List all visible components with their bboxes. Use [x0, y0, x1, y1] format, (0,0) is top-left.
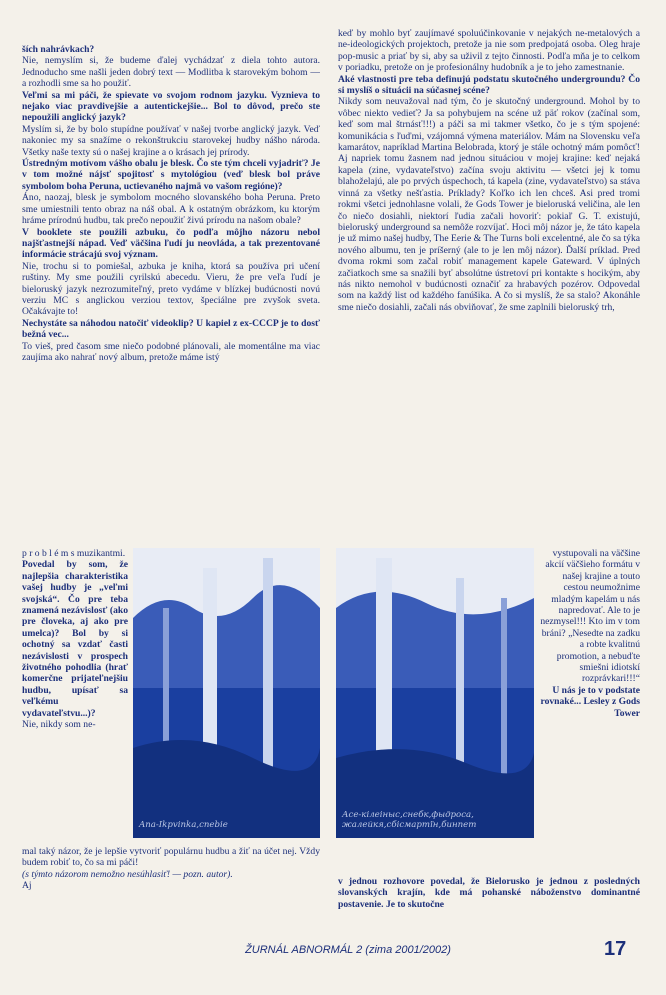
interview-question: Ústredným motívom vášho obalu je blesk. Čo ste tým chceli vyjadriť? Je v tom možné nájsť spojitosť s mytológiou (veď blesk bol práve symbolom boha Peruna, uctievaného najmä vo vašom regióne)?	[22, 158, 320, 192]
interview-answer: Áno, naozaj, blesk je symbolom mocného slovanského boha Peruna. Preto sme umiestnili tento obraz na náš obal. A k ostatným obrázkom, ku ktorým hráme prírodnú hudbu, tak prečo nepoužiť živú prírodu na našom obale?	[22, 192, 320, 227]
interview-answer: Myslím si, že by bolo stupídne používať v našej tvorbe anglický jazyk. Veď nakoniec my sa snažíme o rekonštrukciu starovekej hudby nášho národa. Všetky naše texty sú o našej krajine a o krásach jej prírody.	[22, 123, 320, 158]
right-column-text	[338, 28, 640, 558]
left-bottom-text	[22, 846, 320, 906]
editor-note: (s týmto názorom nemožno nesúhlasiť! — pozn. autor).	[22, 868, 233, 880]
left-column-text	[22, 44, 320, 544]
interview-answer: mal taký názor, že je lepšie vytvoriť populárnu hudbu a žiť na účet nej. Vždy budem robiť to, čo sa mi páči!	[22, 846, 320, 869]
interview-question: U nás je to v podstate rovnaké... Lesley z Gods Tower	[540, 684, 640, 719]
forest-image	[336, 548, 534, 838]
interview-question: ších nahrávkach?	[22, 44, 95, 55]
interview-answer: vystupovali na väčšine akcií väčšieho formátu v našej krajine a touto cestou neumožnime mladým kapelám u nás napredovať. Ale to je nezmysel!!! Kto im v tom bráni? „Nesedte na zadku a robte kvalitnú promotion, a nebuďte smiešni idiotskí rozprávkari!!!“	[540, 548, 640, 685]
magazine-footer: ŽURNÁL ABNORMÁL 2 (zima 2001/2002)	[245, 944, 451, 956]
photo-caption-right: Асе-кілеіныс,снебк,фыдроса, жалейкя,сбісмартїн,бинпет	[342, 810, 477, 830]
interview-answer: To vieš, pred časom sme niečo podobné plánovali, ale momentálne ma viac zaujíma ako nahrať nový album, pretože máme istý	[22, 340, 320, 363]
interview-question: Povedal by som, že najlepšia charakteristika vašej hudby je „veľmi svojská“. Čo pre teba znamená nezávislosť (ako pre človeka, aj ako pre umelca)? Bol by si ochotný sa vzdať časti nezávislosti v prospech životného pohodlia (hrať komerčne prijateľnejšiu hudbu, upísať sa veľkému vydavateľstvu...)?	[22, 559, 128, 719]
interview-answer: Nie, trochu si to pomiešal, azbuka je kniha, ktorá sa používa pri učení ruštiny. My sme použili cyrilskú abecedu. Vieru, že pre veľa ľudí je bieloruský jazyk nezrozumiteľný, preto vydáme v blízkej budúcnosti novú verziu MC s anglickou verziou textov, špeciálne pre zvyšok sveta. Očakávajte to!	[22, 260, 320, 318]
interview-answer: Nikdy som neuvažoval nad tým, čo je skutočný underground. Mohol by to vôbec niekto vedieť? Ja sa pohybujem na scéne už päť rokov (začínal som, keď som mal štrnásť!!!) a páči sa mi takmer všetko, čo je s tým spojené: komunikácia s ľuďmi, vzájomná výmena materiálov. Mám na Slovensku veľa kamarátov, napríklad Martina Belobrada, ktorý je stále ochotný mám pomôcť! Aj napriek tomu žasnem nad jednou situáciou v mojej krajine: keď nejaká kapela (zine, vydavateľstvo) začína svoju aktivitu — všetci jej k tomu blahoželajú, ale po prvých úspechoch, tá kapela (zine, vydavateľstvo) sa stáva vinná za všetky nešťastia. Príklady? Koľko ich len chceš. Asi pred tromi rokmi všetci jednohlasne volali, že Gods Tower je bieloruská veličina, ale len čo niečo dosiahli, niektorí ľudia začali hovoriť: pokiaľ G. T. existujú, bieloruský underground sa nemôže rozvíjať. Hoci môj názor je, že táto kapela je už mimo našej hudby, The Eerie & The Turns boli excelentné, ale čo sa týka nového albumu, ten je príšerný (ale to je len môj názor). Ďalší príklad. Pred dvoma rokmi som začal robiť management kapele Gateward. V úplných začiatkoch sme sa snažili byť absolútne ústretoví pri kontakte s hocikým, aby nás nikto nemohol v budúcnosti označiť za hrabavých pozérov. Odpovedal som na každý list od každého fanúšika. A čo si myslíš, že sa stalo? Akonáhle sme niečo dosiahli, začali nás obviňovať, že sme zaplnili bieloruský trh,	[338, 96, 640, 313]
forest-photo-right	[336, 548, 534, 838]
page-number: 17	[604, 938, 627, 960]
right-wrap-text	[540, 548, 640, 719]
interview-question: V booklete ste použili azbuku, čo podľa môjho názoru nebol najšťastnejší nápad. Veď väčšina ľudí ju neovláda, a tak prezentované informácie strácajú svoj význam.	[22, 226, 320, 261]
interview-answer: keď by mohlo byť zaujímavé spoluúčinkovanie v nejakých ne-metalových a ne-ideologických projektoch, pretože ja nie som predpojatá osoba. Oleg hraje pop-music a priať by si, aby sa uživil z tejto činnosti. Podľa mňa je to celkom v poriadku, pretože on je profesionálny hudobník a je to jeho zamestnanie.	[338, 28, 640, 74]
interview-answer: Aj	[22, 880, 32, 892]
right-bottom-text	[338, 876, 640, 916]
interview-question: Aké vlastnosti pre teba definujú podstatu skutočného undergroundu? Čo si myslíš o situácii na súčasnej scéne?	[338, 73, 640, 97]
left-wrap-text	[22, 548, 128, 731]
interview-question: Nechystáte sa náhodou natočiť videoklip? U kapiel z ex-CCCP je to dosť bežná vec...	[22, 317, 320, 341]
photo-caption-left: Ana-Ikpvinka,cnebie	[139, 820, 228, 830]
interview-question: Veľmi sa mi páči, že spievate vo svojom rodnom jazyku. Vyznieva to nejako viac pravdivejšie a autentickejšie... Bol to dôvod, prečo ste nepoužili anglický jazyk?	[22, 89, 320, 124]
interview-question: v jednou rozhovore povedal, že Bielorusko je jednou z posledných slovanských krajín, kde má pohanské náboženstvo dominantné postavenie. Je to skutočne	[338, 876, 640, 910]
forest-photo-left	[133, 548, 320, 838]
interview-answer: Nie, nikdy som ne-	[22, 719, 96, 731]
interview-answer: p r o b l é m s muzikantmi.	[22, 548, 126, 559]
forest-image	[133, 548, 320, 838]
interview-answer: Nie, nemyslím si, že budeme ďalej vychádzať z diela tohto autora. Jednoducho sme našli jeden dobrý text — Modlitba k starovekým bohom — a rozhodli sme sa ho použiť.	[22, 55, 320, 90]
